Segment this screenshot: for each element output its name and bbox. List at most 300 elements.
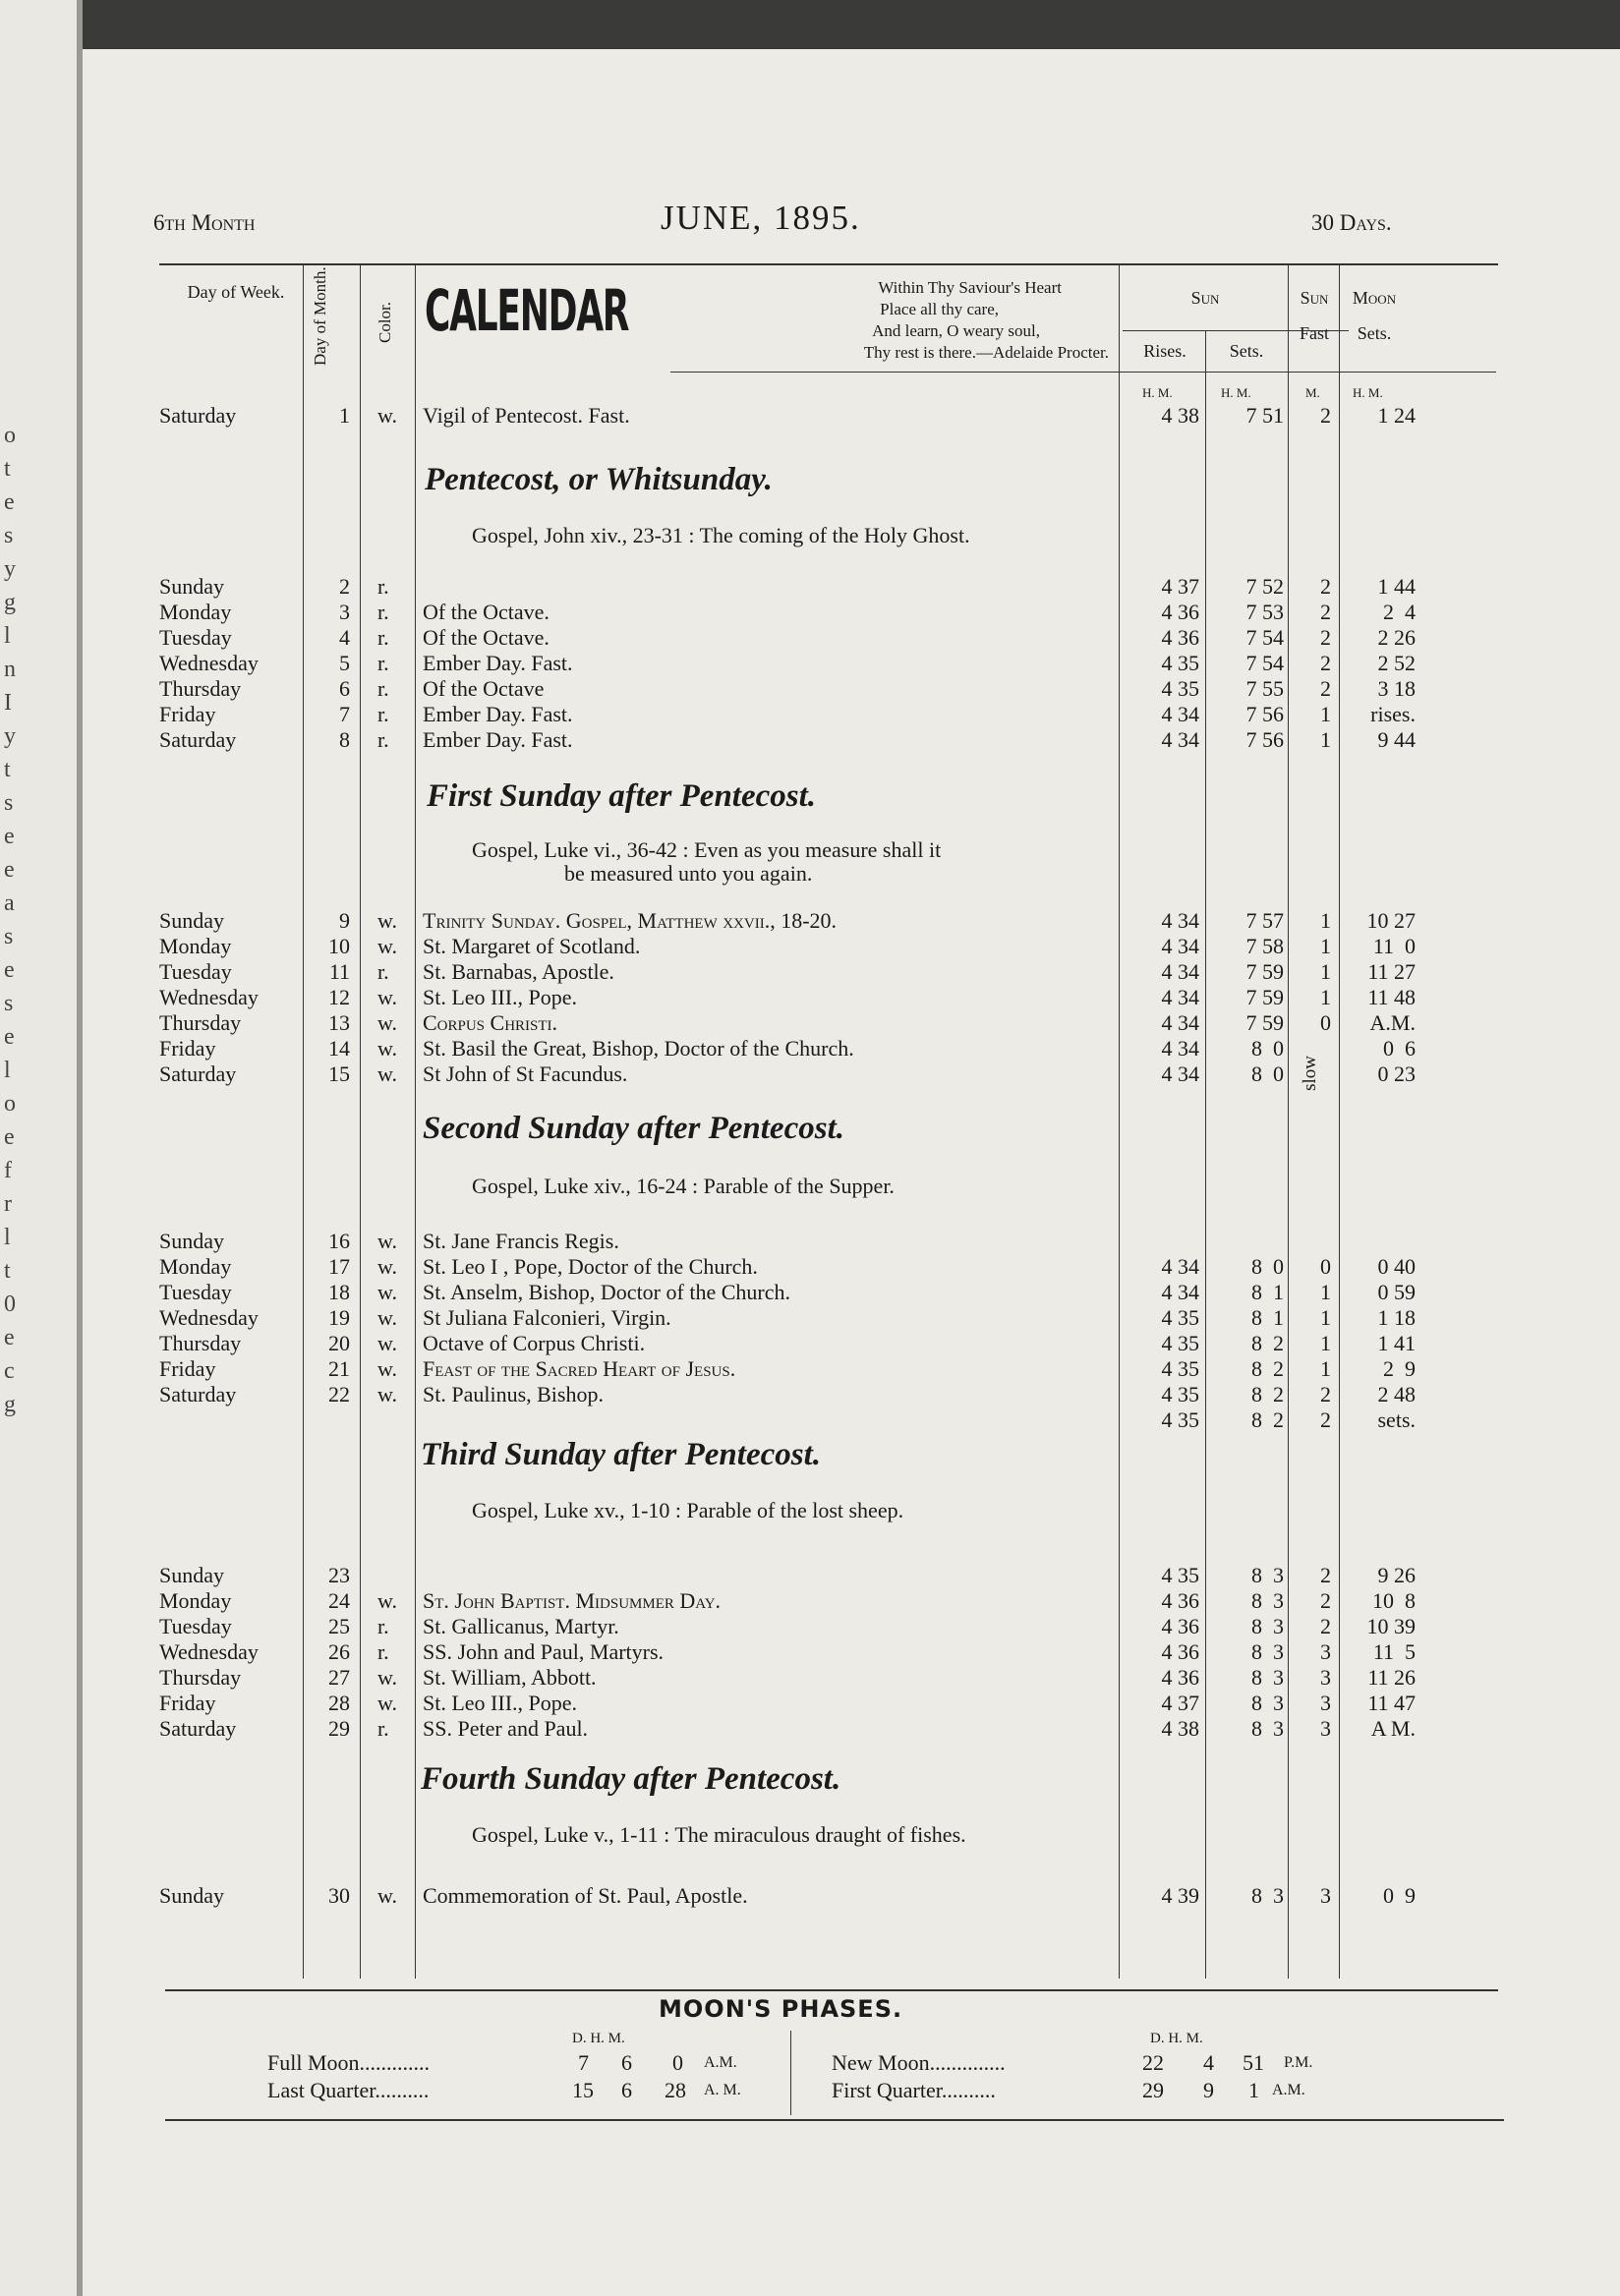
margin-char: e — [4, 1124, 15, 1150]
feast-name: Corpus Christi. — [423, 1010, 558, 1035]
sun-sets: 8 3 — [1251, 1691, 1284, 1715]
moon-sets: 11 5 — [1372, 1639, 1416, 1664]
day-of-week: Sunday — [159, 1563, 224, 1587]
sun-rises: 4 34 — [1161, 727, 1199, 752]
col-header-day-of-month: Day of Month. — [311, 266, 329, 366]
liturgical-color: w. — [377, 1382, 397, 1406]
liturgical-color: r. — [377, 1614, 389, 1638]
sun-rises: 4 36 — [1161, 1614, 1199, 1638]
feast-name: St. Leo III., Pope. — [423, 1691, 578, 1715]
sun-sets: 7 56 — [1245, 702, 1284, 726]
unit-moon: H. M. — [1353, 385, 1383, 400]
sun-rises: 4 35 — [1161, 1382, 1199, 1406]
day-of-month: 13 — [328, 1010, 350, 1035]
margin-char: g — [4, 1392, 16, 1417]
phase-first-quarter — [832, 2078, 996, 2103]
day-of-week: Monday — [159, 600, 232, 624]
sun-fast: 2 — [1320, 1407, 1331, 1432]
sun-fast: 1 — [1320, 959, 1331, 984]
feast-name: Octave of Corpus Christi. — [423, 1331, 646, 1355]
sun-rises: 4 35 — [1161, 1305, 1199, 1330]
calendar-page — [83, 49, 1620, 2296]
phase-new-moon — [832, 2050, 1006, 2076]
sun-sets: 7 52 — [1245, 574, 1284, 599]
phase-full-moon-h: 6 — [621, 2050, 632, 2075]
moon-sets: rises. — [1370, 702, 1416, 726]
section-title-pentecost: Pentecost, or Whitsunday. — [425, 462, 773, 497]
day-of-week: Wednesday — [159, 651, 259, 675]
feast-name: St. John Baptist. Midsummer Day. — [423, 1588, 722, 1613]
day-of-week: Monday — [159, 1588, 232, 1613]
margin-char: e — [4, 489, 15, 515]
feast-name: St Juliana Falconieri, Virgin. — [423, 1305, 671, 1330]
margin-char: n — [4, 657, 16, 682]
phase-dots: .............. — [929, 2050, 1006, 2075]
day-of-week: Friday — [159, 1356, 216, 1381]
phase-last-quarter — [267, 2078, 429, 2103]
feast-name: Of the Octave. — [423, 600, 550, 624]
day-of-week: Saturday — [159, 403, 237, 428]
phase-first-quarter-m: 1 — [1248, 2078, 1259, 2102]
phases-top-rule — [165, 1989, 1498, 1991]
sun-sets: 7 59 — [1245, 985, 1284, 1009]
day-of-month: 19 — [328, 1305, 350, 1330]
margin-char: s — [4, 790, 14, 816]
liturgical-color: w. — [377, 1883, 397, 1908]
col-rule-sets — [1288, 263, 1289, 1979]
day-of-month: 14 — [328, 1036, 350, 1061]
sun-rises: 4 34 — [1161, 985, 1199, 1009]
day-of-week: Friday — [159, 1036, 216, 1061]
sun-fast: 2 — [1320, 651, 1331, 675]
liturgical-color: w. — [377, 1062, 397, 1086]
col-header-sun: Sun — [1190, 288, 1220, 308]
col-header-day-of-week: Day of Week. — [187, 282, 285, 302]
sun-fast: 1 — [1320, 1280, 1331, 1304]
col-header-color: Color. — [376, 301, 394, 344]
sun-fast: 1 — [1320, 934, 1331, 958]
day-of-month: 29 — [328, 1716, 350, 1741]
moon-sets: 1 24 — [1377, 403, 1416, 428]
liturgical-color: w. — [377, 1691, 397, 1715]
liturgical-color: w. — [377, 1305, 397, 1330]
sun-fast: 0 — [1320, 1254, 1331, 1279]
margin-char: e — [4, 824, 15, 849]
margin-char: r — [4, 1191, 12, 1217]
sun-sets: 8 3 — [1251, 1883, 1284, 1908]
phases-divider — [790, 2031, 791, 2115]
margin-char: o — [4, 1091, 16, 1117]
sun-rises: 4 38 — [1161, 403, 1199, 428]
day-of-month: 8 — [339, 727, 350, 752]
phase-full-moon-m: 0 — [672, 2050, 683, 2075]
sun-fast: 2 — [1320, 1563, 1331, 1587]
col-header-sun-fast-2: Fast — [1299, 323, 1329, 343]
phase-first-quarter-h: 9 — [1203, 2078, 1214, 2102]
unit-fast: M. — [1305, 385, 1320, 400]
sun-sets: 8 3 — [1251, 1563, 1284, 1587]
phase-new-moon-h: 4 — [1203, 2050, 1214, 2075]
feast-name: St. Paulinus, Bishop. — [423, 1382, 604, 1406]
poem-line-4: Thy rest is there.—Adelaide Procter. — [863, 343, 1109, 362]
day-of-week: Sunday — [159, 908, 224, 933]
day-of-week: Sunday — [159, 1883, 224, 1908]
section-gospel-first-sunday-line2: be measured unto you again. — [564, 861, 813, 886]
moon-sets: 0 9 — [1383, 1883, 1416, 1908]
feast-name: Vigil of Pentecost. Fast. — [423, 403, 630, 428]
moon-sets: 2 9 — [1383, 1356, 1416, 1381]
phase-last-quarter-h: 6 — [621, 2078, 632, 2102]
liturgical-color: r. — [377, 600, 389, 624]
day-of-month: 3 — [339, 600, 350, 624]
sun-rises: 4 35 — [1161, 1356, 1199, 1381]
section-gospel-third-sunday: Gospel, Luke xv., 1-10 : Parable of the lost sheep. — [472, 1498, 904, 1522]
sun-rises: 4 37 — [1161, 1691, 1199, 1715]
phase-dots: ............. — [359, 2050, 431, 2075]
unit-set: H. M. — [1221, 385, 1251, 400]
margin-char: I — [4, 690, 12, 716]
sun-rises: 4 36 — [1161, 600, 1199, 624]
calendar-heading: CALENDAR — [425, 277, 629, 344]
col-rule-dom — [360, 263, 361, 1979]
moon-sets: 11 48 — [1367, 985, 1416, 1009]
liturgical-color: w. — [377, 1036, 397, 1061]
moon-sets: 10 39 — [1366, 1614, 1416, 1638]
feast-name: Commemoration of St. Paul, Apostle. — [423, 1883, 748, 1908]
sun-fast: 1 — [1320, 1356, 1331, 1381]
poem — [712, 277, 1109, 364]
sun-sets: 8 0 — [1251, 1254, 1284, 1279]
margin-char: y — [4, 723, 16, 749]
slow-label: slow — [1300, 1056, 1320, 1091]
day-of-week: Wednesday — [159, 1639, 259, 1664]
margin-char: c — [4, 1358, 15, 1384]
day-of-month: 18 — [328, 1280, 350, 1304]
sun-rises: 4 36 — [1161, 1665, 1199, 1690]
col-rule-calendar — [1119, 263, 1120, 1979]
sun-rises: 4 37 — [1161, 574, 1199, 599]
liturgical-color: w. — [377, 1254, 397, 1279]
moon-sets: 2 52 — [1377, 651, 1416, 675]
day-of-week: Friday — [159, 702, 216, 726]
col-rule-dow — [303, 263, 304, 1979]
feast-name: St. Jane Francis Regis. — [423, 1229, 619, 1253]
day-of-week: Tuesday — [159, 959, 232, 984]
feast-name: St. Leo III., Pope. — [423, 985, 578, 1009]
moon-sets: 11 27 — [1367, 959, 1416, 984]
sun-rises: 4 34 — [1161, 1010, 1199, 1035]
liturgical-color: w. — [377, 1331, 397, 1355]
day-of-month: 28 — [328, 1691, 350, 1715]
sun-sets: 7 54 — [1245, 651, 1284, 675]
liturgical-color: r. — [377, 574, 389, 599]
sun-sets: 8 1 — [1251, 1305, 1284, 1330]
sun-sets: 8 2 — [1251, 1331, 1284, 1355]
phases-units-right: D. H. M. — [1150, 2031, 1203, 2046]
sun-sets: 8 2 — [1251, 1407, 1284, 1432]
day-of-week: Wednesday — [159, 1305, 259, 1330]
day-of-week: Tuesday — [159, 625, 232, 650]
day-of-month: 20 — [328, 1331, 350, 1355]
sun-rises: 4 34 — [1161, 1062, 1199, 1086]
feast-name: St. Anselm, Bishop, Doctor of the Church. — [423, 1280, 790, 1304]
sun-rises: 4 36 — [1161, 1588, 1199, 1613]
col-header-moon-2: Sets. — [1357, 323, 1392, 343]
day-of-month: 17 — [328, 1254, 350, 1279]
moon-sets: 11 47 — [1367, 1691, 1416, 1715]
liturgical-color: r. — [377, 625, 389, 650]
sun-fast: 3 — [1320, 1883, 1331, 1908]
sun-rises: 4 35 — [1161, 651, 1199, 675]
sun-fast: 3 — [1320, 1691, 1331, 1715]
col-rule-rises — [1205, 330, 1206, 1979]
day-of-week: Monday — [159, 934, 232, 958]
sun-rises: 4 36 — [1161, 1639, 1199, 1664]
feast-name: Ember Day. Fast. — [423, 651, 573, 675]
margin-char: e — [4, 957, 15, 983]
moon-sets: 11 26 — [1367, 1665, 1416, 1690]
sun-rises: 4 34 — [1161, 702, 1199, 726]
sun-sets: 7 54 — [1245, 625, 1284, 650]
day-of-week: Thursday — [159, 1665, 242, 1690]
moon-sets: 2 4 — [1383, 600, 1416, 624]
liturgical-color: w. — [377, 1280, 397, 1304]
sun-fast: 2 — [1320, 403, 1331, 428]
liturgical-color: w. — [377, 1229, 397, 1253]
col-rule-color — [415, 263, 416, 1979]
moon-sets: A M. — [1370, 1716, 1416, 1741]
liturgical-color: r. — [377, 1639, 389, 1664]
day-of-month: 7 — [339, 702, 350, 726]
day-of-month: 10 — [328, 934, 350, 958]
day-of-month: 23 — [328, 1563, 350, 1587]
feast-name: St John of St Facundus. — [423, 1062, 628, 1086]
moon-sets: 0 23 — [1377, 1062, 1416, 1086]
sun-sets: 8 3 — [1251, 1588, 1284, 1613]
sun-header-rule — [1123, 372, 1496, 373]
sun-fast: 3 — [1320, 1716, 1331, 1741]
phase-name: First Quarter — [832, 2078, 942, 2102]
day-of-week: Saturday — [159, 727, 237, 752]
sun-sets: 7 59 — [1245, 959, 1284, 984]
margin-char: l — [4, 1225, 11, 1250]
margin-char: a — [4, 890, 15, 916]
feast-name: St. William, Abbott. — [423, 1665, 597, 1690]
poem-line-1: Within Thy Saviour's Heart — [878, 278, 1062, 297]
margin-char: s — [4, 924, 14, 949]
sun-fast: 0 — [1320, 1010, 1331, 1035]
phase-full-moon — [267, 2050, 430, 2076]
sun-rises: 4 34 — [1161, 1280, 1199, 1304]
phase-last-quarter-ampm: A. M. — [704, 2082, 741, 2098]
section-gospel-second-sunday: Gospel, Luke xiv., 16-24 : Parable of the Supper. — [472, 1174, 895, 1198]
phase-full-moon-d: 7 — [578, 2050, 589, 2075]
margin-char: l — [4, 1058, 11, 1083]
sun-sets: 7 56 — [1245, 727, 1284, 752]
feast-name: Of the Octave. — [423, 625, 550, 650]
sun-fast: 2 — [1320, 676, 1331, 701]
day-of-month: 30 — [328, 1883, 350, 1908]
col-header-rises: Rises. — [1143, 341, 1186, 361]
phase-last-quarter-m: 28 — [665, 2078, 686, 2102]
day-of-week: Saturday — [159, 1062, 237, 1086]
sun-rises: 4 35 — [1161, 1563, 1199, 1587]
margin-char: t — [4, 1258, 11, 1284]
day-of-month: 12 — [328, 985, 350, 1009]
margin-char: y — [4, 556, 16, 582]
moon-sets: 11 0 — [1372, 934, 1416, 958]
moon-sets: 0 59 — [1377, 1280, 1416, 1304]
moon-sets: A.M. — [1369, 1010, 1416, 1035]
sun-fast: 3 — [1320, 1639, 1331, 1664]
moon-sets: 9 44 — [1377, 727, 1416, 752]
phase-name: Full Moon — [267, 2050, 360, 2075]
liturgical-color: w. — [377, 985, 397, 1009]
day-of-month: 15 — [328, 1062, 350, 1086]
sun-rises: 4 35 — [1161, 1331, 1199, 1355]
day-of-month: 1 — [339, 403, 350, 428]
phases-bottom-rule — [165, 2119, 1504, 2121]
sun-sets: 8 3 — [1251, 1716, 1284, 1741]
day-of-week: Sunday — [159, 574, 224, 599]
liturgical-color: w. — [377, 403, 397, 428]
day-of-month: 21 — [328, 1356, 350, 1381]
moon-sets: 2 26 — [1377, 625, 1416, 650]
moon-sets: 1 18 — [1377, 1305, 1416, 1330]
sun-sets: 7 55 — [1245, 676, 1284, 701]
sun-sets: 7 53 — [1245, 600, 1284, 624]
phase-new-moon-m: 51 — [1243, 2050, 1264, 2075]
sun-rises: 4 35 — [1161, 1407, 1199, 1432]
day-of-week: Monday — [159, 1254, 232, 1279]
poem-line-2: Place all thy care, — [880, 300, 999, 318]
phase-new-moon-d: 22 — [1142, 2050, 1164, 2075]
unit-rise: H. M. — [1142, 385, 1173, 400]
liturgical-color: r. — [377, 651, 389, 675]
margin-char: g — [4, 590, 16, 615]
moon-sets: 10 8 — [1372, 1588, 1416, 1613]
sun-sets: 8 0 — [1251, 1062, 1284, 1086]
margin-char: s — [4, 523, 14, 548]
margin-char: e — [4, 1024, 15, 1050]
feast-name: Of the Octave — [423, 676, 545, 701]
sun-fast: 1 — [1320, 727, 1331, 752]
day-of-week: Tuesday — [159, 1280, 232, 1304]
sun-sets: 8 3 — [1251, 1614, 1284, 1638]
sun-sets: 8 0 — [1251, 1036, 1284, 1061]
month-label: 6th Month — [153, 210, 256, 235]
phase-dots: .......... — [941, 2078, 996, 2102]
section-title-second-sunday: Second Sunday after Pentecost. — [423, 1111, 844, 1146]
sun-fast: 2 — [1320, 1382, 1331, 1406]
col-rule-fast — [1339, 263, 1340, 1979]
day-of-week: Saturday — [159, 1382, 237, 1406]
sun-sets: 7 57 — [1245, 908, 1284, 933]
section-title-fourth-sunday: Fourth Sunday after Pentecost. — [421, 1761, 841, 1797]
day-of-month: 9 — [339, 908, 350, 933]
day-of-month: 5 — [339, 651, 350, 675]
margin-char: o — [4, 423, 16, 448]
liturgical-color: w. — [377, 1588, 397, 1613]
phase-dots: .......... — [375, 2078, 430, 2102]
sun-rises: 4 34 — [1161, 1036, 1199, 1061]
feast-name: Ember Day. Fast. — [423, 727, 573, 752]
moon-sets: 0 40 — [1377, 1254, 1416, 1279]
feast-name: SS. Peter and Paul. — [423, 1716, 589, 1741]
sun-sets: 8 3 — [1251, 1639, 1284, 1664]
day-of-week: Thursday — [159, 1010, 242, 1035]
sun-sets: 7 59 — [1245, 1010, 1284, 1035]
margin-char: t — [4, 456, 11, 482]
day-of-week: Sunday — [159, 1229, 224, 1253]
sun-rises: 4 34 — [1161, 908, 1199, 933]
sun-fast: 1 — [1320, 702, 1331, 726]
sun-fast: 2 — [1320, 1588, 1331, 1613]
day-of-month: 22 — [328, 1382, 350, 1406]
sun-fast: 1 — [1320, 1305, 1331, 1330]
liturgical-color: w. — [377, 1356, 397, 1381]
phase-full-moon-ampm: A.M. — [704, 2054, 737, 2071]
feast-name: Ember Day. Fast. — [423, 702, 573, 726]
sun-sets: 7 51 — [1245, 403, 1284, 428]
liturgical-color: w. — [377, 934, 397, 958]
sun-sets: 7 58 — [1245, 934, 1284, 958]
sun-rises: 4 34 — [1161, 1254, 1199, 1279]
liturgical-color: w. — [377, 908, 397, 933]
feast-name: SS. John and Paul, Martyrs. — [423, 1639, 665, 1664]
adjacent-page-strip — [0, 0, 83, 2296]
sun-fast: 2 — [1320, 1614, 1331, 1638]
section-title-first-sunday: First Sunday after Pentecost. — [427, 778, 817, 814]
sun-rises: 4 38 — [1161, 1716, 1199, 1741]
margin-char: t — [4, 757, 11, 782]
phase-first-quarter-d: 29 — [1142, 2078, 1164, 2102]
sun-fast: 1 — [1320, 908, 1331, 933]
margin-char: s — [4, 991, 14, 1016]
margin-char: f — [4, 1158, 12, 1183]
day-of-week: Tuesday — [159, 1614, 232, 1638]
margin-char: e — [4, 857, 15, 883]
col-header-sun-fast-1: Sun — [1300, 288, 1329, 308]
day-of-month: 24 — [328, 1588, 350, 1613]
liturgical-color: w. — [377, 1665, 397, 1690]
sun-fast: 3 — [1320, 1665, 1331, 1690]
sun-fast: 2 — [1320, 625, 1331, 650]
section-gospel-fourth-sunday: Gospel, Luke v., 1-11 : The miraculous draught of fishes. — [472, 1822, 966, 1847]
sun-fast: 1 — [1320, 1331, 1331, 1355]
sun-fast: 1 — [1320, 985, 1331, 1009]
feast-name: St. Basil the Great, Bishop, Doctor of the Church. — [423, 1036, 854, 1061]
feast-name: Feast of the Sacred Heart of Jesus. — [423, 1356, 736, 1381]
day-of-month: 25 — [328, 1614, 350, 1638]
day-of-week: Friday — [159, 1691, 216, 1715]
section-title-third-sunday: Third Sunday after Pentecost. — [421, 1437, 822, 1472]
sun-sets: 8 2 — [1251, 1382, 1284, 1406]
day-of-month: 4 — [339, 625, 350, 650]
sun-rises: 4 35 — [1161, 676, 1199, 701]
day-of-month: 11 — [328, 959, 350, 984]
feast-name: St. Margaret of Scotland. — [423, 934, 641, 958]
page-title: JUNE, 1895. — [661, 199, 861, 237]
phase-last-quarter-d: 15 — [572, 2078, 594, 2102]
day-of-week: Saturday — [159, 1716, 237, 1741]
feast-name: St. Leo I , Pope, Doctor of the Church. — [423, 1254, 758, 1279]
feast-name: St. Barnabas, Apostle. — [423, 959, 614, 984]
margin-char: e — [4, 1325, 15, 1350]
margin-char: l — [4, 623, 11, 649]
sun-sets: 8 1 — [1251, 1280, 1284, 1304]
liturgical-color: w. — [377, 1010, 397, 1035]
